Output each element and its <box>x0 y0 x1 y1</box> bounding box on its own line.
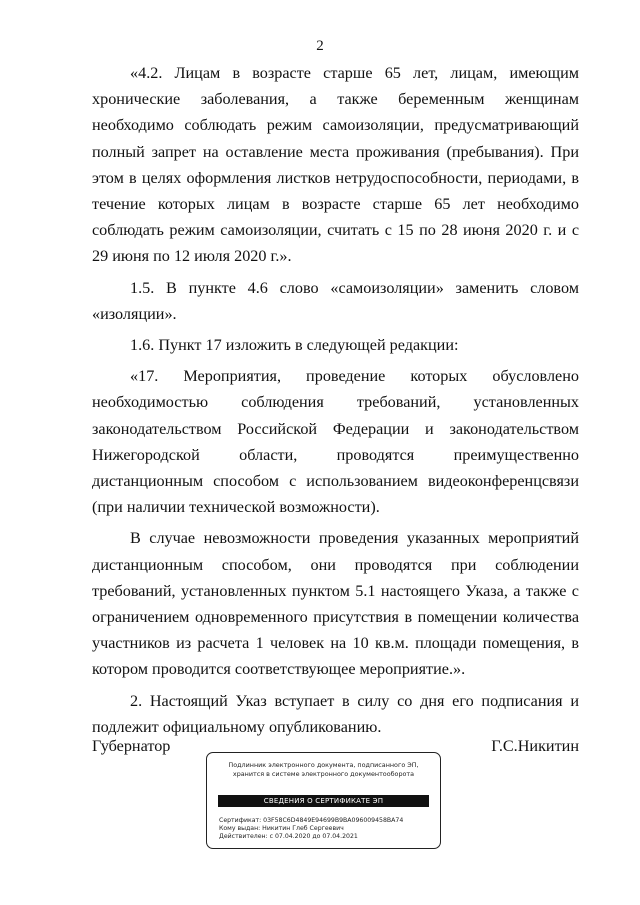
paragraph-17-cont: В случае невозможности проведения указанных мероприятий дистанционным способом, они проводятся при соблюдении требований, установленных пунктом 5.1 настоящего Указа, а также с ограничением одновременного присутствия в помещении количества участников из расчета 1 человек на 10 кв.м. площади помещения, в котором проводится соответствующее мероприятие.». <box>92 529 579 679</box>
certificate-owner: Кому выдан: Никитин Глеб Сергеевич <box>219 825 344 832</box>
stamp-details <box>219 817 432 841</box>
paragraph-17: «17. Мероприятия, проведение которых обусловлено необходимостью соблюдения требований, установленных законодательством Российской Федерации и законодательством Нижегородской области, проводятся преимущественно дистанционным способом с использованием видеоконференцсвязи (при наличии технической возможности). <box>92 367 579 517</box>
signature-name: Г.С.Никитин <box>491 737 579 755</box>
certificate-validity: Действителен: с 07.04.2020 до 07.04.2021 <box>219 833 358 840</box>
stamp-header: СВЕДЕНИЯ О СЕРТИФИКАТЕ ЭП <box>218 795 429 807</box>
paragraph-2: 2. Настоящий Указ вступает в силу со дня его подписания и подлежит официальному опубликованию. <box>92 691 579 736</box>
page-number: 2 <box>316 38 324 54</box>
paragraph-1-6: 1.6. Пункт 17 изложить в следующей редакции: <box>130 336 459 355</box>
certificate-stamp <box>206 752 441 849</box>
stamp-note <box>207 761 440 779</box>
document-body <box>92 60 579 740</box>
certificate-number: Сертификат: 03F58C6D4849E94699B9BA096009458BA74 <box>219 817 404 824</box>
stamp-note-line1: Подлинник электронного документа, подписанного ЭП, <box>228 761 419 769</box>
paragraph-4-2: «4.2. Лицам в возрасте старше 65 лет, лицам, имеющим хронические заболевания, а также беременным женщинам необходимо соблюдать режим самоизоляции, предусматривающий полный запрет на оставление места проживания (пребывания). При этом в целях оформления листков нетрудоспособности, периодами, в течение которых лицам в возрасте старше 65 лет необходимо соблюдать режим самоизоляции, считать с 15 по 28 июня 2020 г. и с 29 июня по 12 июля 2020 г.». <box>92 64 579 266</box>
stamp-note-line2: хранится в системе электронного документооборота <box>232 770 415 778</box>
signature-position: Губернатор <box>92 737 171 755</box>
paragraph-1-5: 1.5. В пункте 4.6 слово «самоизоляции» заменить словом «изоляции». <box>92 278 579 323</box>
